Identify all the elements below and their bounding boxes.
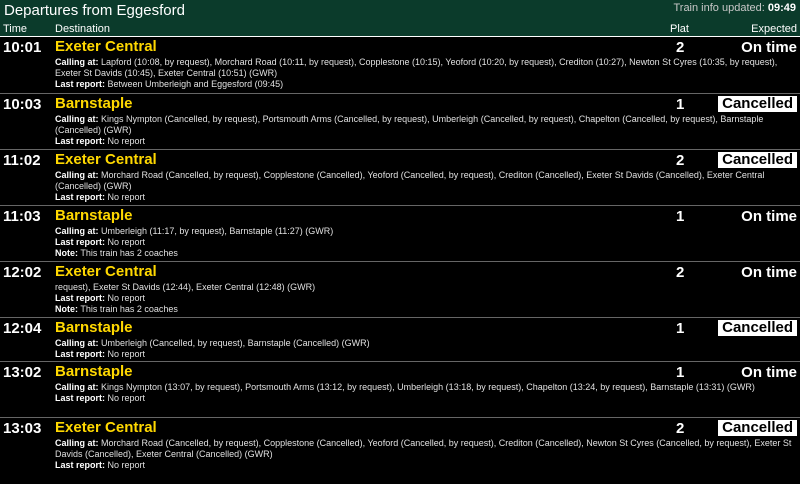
service-time: 10:03 [3, 96, 42, 113]
service-destination: Exeter Central [55, 38, 157, 55]
service-platform: 1 [676, 320, 685, 337]
col-time: Time [3, 23, 28, 35]
last-report: Last report: No report [55, 393, 146, 403]
service-destination: Barnstaple [55, 319, 133, 336]
service-expected: On time [741, 364, 797, 381]
service-expected: On time [741, 39, 797, 56]
board-header [0, 0, 800, 22]
service-time: 10:01 [3, 39, 42, 56]
last-report: Last report: No report [55, 293, 146, 303]
service-platform: 1 [676, 208, 685, 225]
updated-label: Train info updated: [673, 2, 765, 14]
calling-points: Calling at: Morchard Road (Cancelled, by request), Copplestone (Cancelled), Yeoford (Cancelled, by request), Crediton (Cancelled), Newton St Cyres (Cancelled, by request), Exeter St Davids (Cancelled), Exeter Central (Cancelled) (GWR) [55, 438, 792, 459]
calling-points: Calling at: Lapford (10:08, by request), Morchard Road (10:11, by request), Copplestone (10:15), Yeoford (10:20, by request), Crediton (10:27), Newton St Cyres (10:35, by request), Exeter St Davids (10:45), Exeter Central (10:51) (GWR) [55, 57, 778, 78]
service-destination: Barnstaple [55, 95, 133, 112]
service-time: 13:03 [3, 420, 42, 437]
service-expected: On time [741, 264, 797, 281]
service-time: 13:02 [3, 364, 42, 381]
column-headers [0, 22, 800, 37]
calling-points: Calling at: Kings Nympton (13:07, by request), Portsmouth Arms (13:12, by request), Umberleigh (13:18, by request), Chapelton (13:24, by request), Barnstaple (13:31) (GWR) [55, 382, 755, 392]
service-platform: 2 [676, 264, 685, 281]
service-row[interactable] [0, 94, 800, 150]
service-note: Note: This train has 2 coaches [55, 304, 178, 314]
calling-points: Calling at: Kings Nympton (Cancelled, by request), Portsmouth Arms (Cancelled, by request), Umberleigh (Cancelled, by request), Chapelton (Cancelled, by request), Barnstaple (Cancelled) (GWR) [55, 114, 764, 135]
service-row[interactable] [0, 418, 800, 474]
service-time: 12:02 [3, 264, 42, 281]
service-platform: 2 [676, 420, 685, 437]
calling-points: Calling at: Umberleigh (Cancelled, by request), Barnstaple (Cancelled) (GWR) [55, 338, 370, 348]
service-row[interactable] [0, 362, 800, 418]
service-expected: Cancelled [718, 320, 797, 336]
service-expected: Cancelled [718, 96, 797, 112]
service-note: Note: This train has 2 coaches [55, 248, 178, 258]
col-expected: Expected [751, 23, 797, 35]
service-platform: 2 [676, 39, 685, 56]
last-report: Last report: No report [55, 460, 146, 470]
service-platform: 2 [676, 152, 685, 169]
service-row[interactable] [0, 150, 800, 206]
service-destination: Exeter Central [55, 151, 157, 168]
service-time: 11:03 [3, 208, 41, 225]
service-expected: On time [741, 208, 797, 225]
service-destination: Barnstaple [55, 207, 133, 224]
service-destination: Barnstaple [55, 363, 133, 380]
services-list [0, 37, 800, 474]
calling-points: Calling at: Umberleigh (11:17, by request), Barnstaple (11:27) (GWR) [55, 226, 334, 236]
service-destination: Exeter Central [55, 263, 157, 280]
service-row[interactable] [0, 318, 800, 362]
service-time: 12:04 [3, 320, 42, 337]
last-report: Last report: No report [55, 237, 146, 247]
last-report: Last report: No report [55, 136, 146, 146]
calling-points: Calling at: Morchard Road (Cancelled, by request), Copplestone (Cancelled), Yeoford (Cancelled, by request), Crediton (Cancelled), Exeter St Davids (Cancelled), Exeter Central (Cancelled) (GWR) [55, 170, 765, 191]
service-expected: Cancelled [718, 152, 797, 168]
updated-status [673, 2, 796, 14]
updated-time: 09:49 [767, 2, 796, 14]
service-time: 11:02 [3, 152, 41, 169]
service-expected: Cancelled [718, 420, 797, 436]
service-platform: 1 [676, 96, 685, 113]
service-row[interactable] [0, 262, 800, 318]
page-title: Departures from Eggesford [4, 2, 185, 19]
service-row[interactable] [0, 37, 800, 94]
last-report: Last report: No report [55, 192, 146, 202]
last-report: Last report: Between Umberleigh and Eggesford (09:45) [55, 79, 284, 89]
col-destination: Destination [55, 23, 111, 35]
last-report: Last report: No report [55, 349, 146, 359]
service-row[interactable] [0, 206, 800, 262]
service-platform: 1 [676, 364, 685, 381]
col-plat: Plat [670, 23, 689, 35]
service-destination: Exeter Central [55, 419, 157, 436]
calling-points: request), Exeter St Davids (12:44), Exeter Central (12:48) (GWR) [55, 282, 316, 292]
